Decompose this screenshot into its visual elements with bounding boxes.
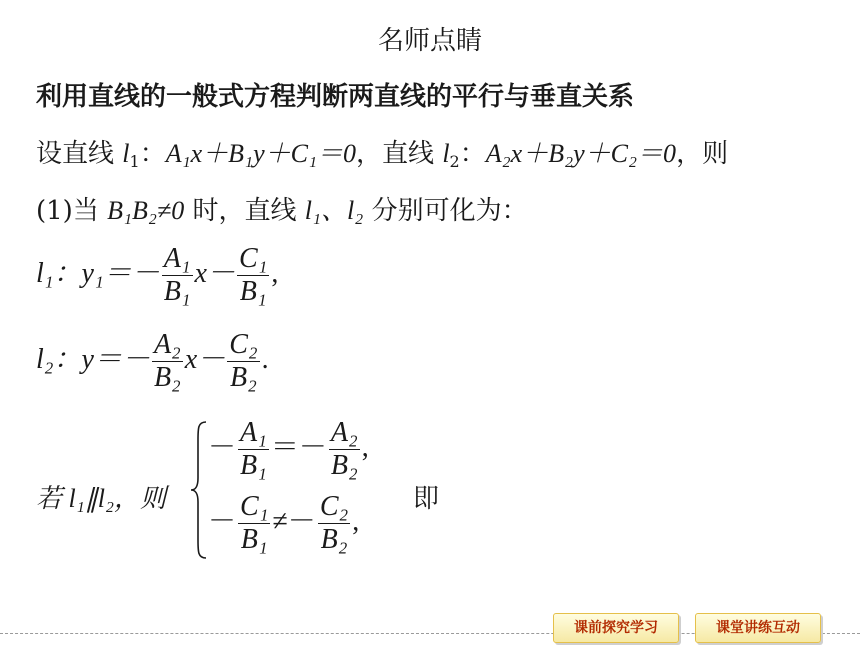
l2-eq-label: l₂：y＝－ (36, 343, 150, 375)
minus-sign: － (208, 431, 237, 463)
case1-tail: 分别可化为： (371, 196, 528, 226)
equals-minus: ＝－ (270, 431, 327, 463)
row-end: , (361, 431, 369, 463)
setup-colon-2: ： (459, 139, 486, 169)
page-title: 名师点睛 (377, 26, 482, 56)
parallel-tail: 即 (413, 484, 440, 514)
l1-slope-intercept (36, 244, 278, 307)
fraction-denominator: B₁ (239, 276, 267, 307)
fraction-a2-b2 (329, 418, 360, 481)
l2-eq-mid: x－ (184, 343, 226, 375)
fraction-denominator: B₁ (163, 276, 191, 307)
l2-symbol: l (442, 139, 450, 168)
parallel-condition-slopes (208, 418, 369, 481)
l1-fraction-c (237, 244, 269, 307)
fraction-numerator: C₁ (240, 491, 269, 522)
fraction-numerator: A₁ (163, 243, 191, 274)
setup-colon-1: ： (139, 139, 166, 169)
row-end: , (352, 505, 360, 537)
minus-sign: － (208, 505, 237, 537)
l2-fraction-a (152, 330, 183, 393)
l2-eq-end: . (261, 343, 269, 375)
fraction-numerator: C₁ (238, 243, 268, 274)
fraction-numerator: A₂ (330, 417, 358, 448)
pre-class-study-button[interactable]: 课前探究学习 (553, 613, 679, 643)
fraction-a1-b1 (238, 418, 269, 481)
equation-l2: A₂x＋B₂y＋C₂＝0 (485, 139, 677, 168)
fraction-denominator: B₂ (330, 450, 358, 481)
fraction-denominator: B₂ (320, 524, 348, 555)
case1-condition: B₁B₂≠0 (107, 196, 185, 225)
l1-eq-label: l₁：y₁＝－ (36, 257, 160, 289)
parallel-condition-text: 若 l₁∥l₂，则 (36, 484, 167, 513)
l1-fraction-a (162, 244, 193, 307)
case1-lead: (1)当 (36, 196, 99, 226)
fraction-denominator: B₂ (153, 362, 181, 393)
fraction-numerator: A₁ (240, 417, 267, 448)
fraction-numerator: A₂ (153, 329, 181, 360)
case1-mid: 时，直线 (192, 196, 297, 226)
setup-comma: ，直线 (356, 139, 435, 169)
l1-symbol: l (122, 139, 130, 168)
section-heading: 利用直线的一般式方程判断两直线的平行与垂直关系 (36, 82, 635, 112)
l2-subscript: 2 (449, 152, 460, 171)
equation-l1: A₁x＋B₁y＋C₁＝0 (165, 139, 357, 168)
parallel-condition-intercepts (208, 492, 359, 555)
fraction-numerator: C₂ (229, 329, 258, 360)
in-class-interaction-button[interactable]: 课堂讲练互动 (695, 613, 821, 643)
fraction-denominator: B₂ (230, 362, 257, 393)
left-brace (190, 420, 208, 560)
setup-line (36, 133, 728, 171)
parallel-lead (36, 478, 166, 515)
l1-subscript: 1 (129, 152, 140, 171)
l1-eq-mid: x－ (194, 257, 235, 289)
case1-line (36, 190, 528, 227)
fraction-denominator: B₁ (240, 450, 267, 481)
l2-slope-intercept (36, 330, 269, 393)
fraction-c2-b2 (318, 492, 350, 555)
setup-prefix: 设直线 (36, 139, 115, 169)
fraction-numerator: C₂ (319, 491, 349, 522)
l2-fraction-c (227, 330, 259, 393)
fraction-c1-b1 (238, 492, 270, 555)
not-equals-minus: ≠－ (272, 505, 316, 537)
l1-eq-end: , (271, 257, 279, 289)
case1-lines: l₁、l₂ (304, 196, 364, 225)
fraction-denominator: B₁ (240, 524, 268, 555)
setup-suffix: ，则 (676, 139, 729, 169)
